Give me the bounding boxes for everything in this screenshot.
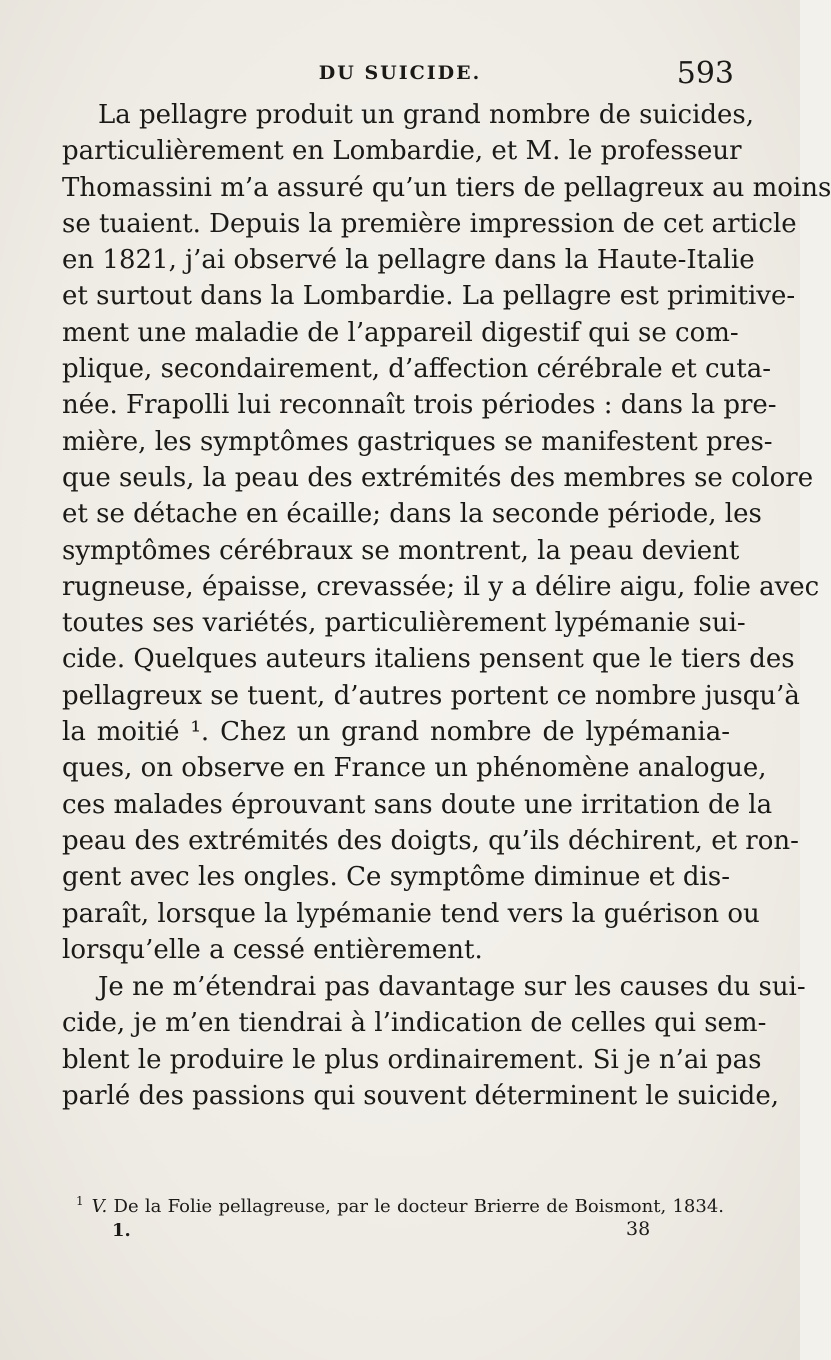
- text-line: et se détache en écaille; dans la seconde période, les: [62, 499, 762, 530]
- text-line: cide, je m’en tiendrai à l’indication de celles qui sem-: [62, 1008, 767, 1039]
- text-line: la moitié ¹. Chez un grand nombre de lypémania-: [62, 717, 730, 748]
- running-head-title: DU SUICIDE.: [318, 62, 482, 84]
- text-line: parlé des passions qui souvent déterminent le suicide,: [62, 1081, 779, 1112]
- text-line: se tuaient. Depuis la première impression de cet article: [62, 208, 797, 239]
- text-line: plique, secondairement, d’affection cérébrale et cuta-: [62, 354, 772, 385]
- text-line: blent le produire le plus ordinairement. Si je n’ai pas: [62, 1044, 762, 1075]
- text-line: ques, on observe en France un phénomène analogue,: [62, 753, 767, 784]
- text-line: rugneuse, épaisse, crevassée; il y a délire aigu, folie avec: [62, 571, 820, 602]
- footnote-mark: 1: [76, 1194, 84, 1208]
- sheet-number: 38: [626, 1218, 651, 1240]
- signature-mark: 1.: [112, 1220, 131, 1241]
- text-line: en 1821, j’ai observé la pellagre dans la Haute-Italie: [62, 245, 755, 276]
- body-text: [62, 97, 831, 1114]
- paragraph: [62, 97, 831, 968]
- text-line: née. Frapolli lui reconnaît trois périodes : dans la pre-: [62, 390, 777, 421]
- text-line: cide. Quelques auteurs italiens pensent que le tiers des: [62, 644, 795, 675]
- running-head: [62, 58, 738, 98]
- text-line: que seuls, la peau des extrémités des membres se colore: [62, 462, 814, 493]
- text-line: Je ne m’étendrai pas davantage sur les causes du sui-: [98, 972, 806, 1003]
- text-line: et surtout dans la Lombardie. La pellagre est primitive-: [62, 281, 796, 312]
- text-line: mière, les symptômes gastriques se manifestent pres-: [62, 426, 773, 457]
- text-line: ces malades éprouvant sans doute une irritation de la: [62, 789, 773, 820]
- text-line: paraît, lorsque la lypémanie tend vers la guérison ou: [62, 898, 760, 929]
- text-line: lorsqu’elle a cessé entièrement.: [62, 934, 483, 965]
- text-line: ment une maladie de l’appareil digestif qui se com-: [62, 317, 739, 348]
- text-line: gent avec les ongles. Ce symptôme diminue et dis-: [62, 862, 730, 893]
- text-line: symptômes cérébraux se montrent, la peau devient: [62, 535, 740, 566]
- text-line: pellagreux se tuent, d’autres portent ce nombre jusqu’à: [62, 680, 800, 711]
- text-line: peau des extrémités des doigts, qu’ils déchirent, et ron-: [62, 825, 799, 856]
- footnote-text: De la Folie pellagreuse, par le docteur Brierre de Boismont, 1834.: [113, 1196, 724, 1217]
- text-line: particulièrement en Lombardie, et M. le professeur: [62, 136, 742, 167]
- footnote-abbrev: V.: [91, 1196, 108, 1217]
- paragraph: [62, 969, 806, 1114]
- text-line: toutes ses variétés, particulièrement lypémanie sui-: [62, 608, 746, 639]
- text-line: La pellagre produit un grand nombre de suicides,: [98, 100, 755, 130]
- footnote: [76, 1188, 724, 1220]
- text-line: Thomassini m’a assuré qu’un tiers de pellagreux au moins: [62, 172, 831, 203]
- page-number: 593: [676, 56, 734, 91]
